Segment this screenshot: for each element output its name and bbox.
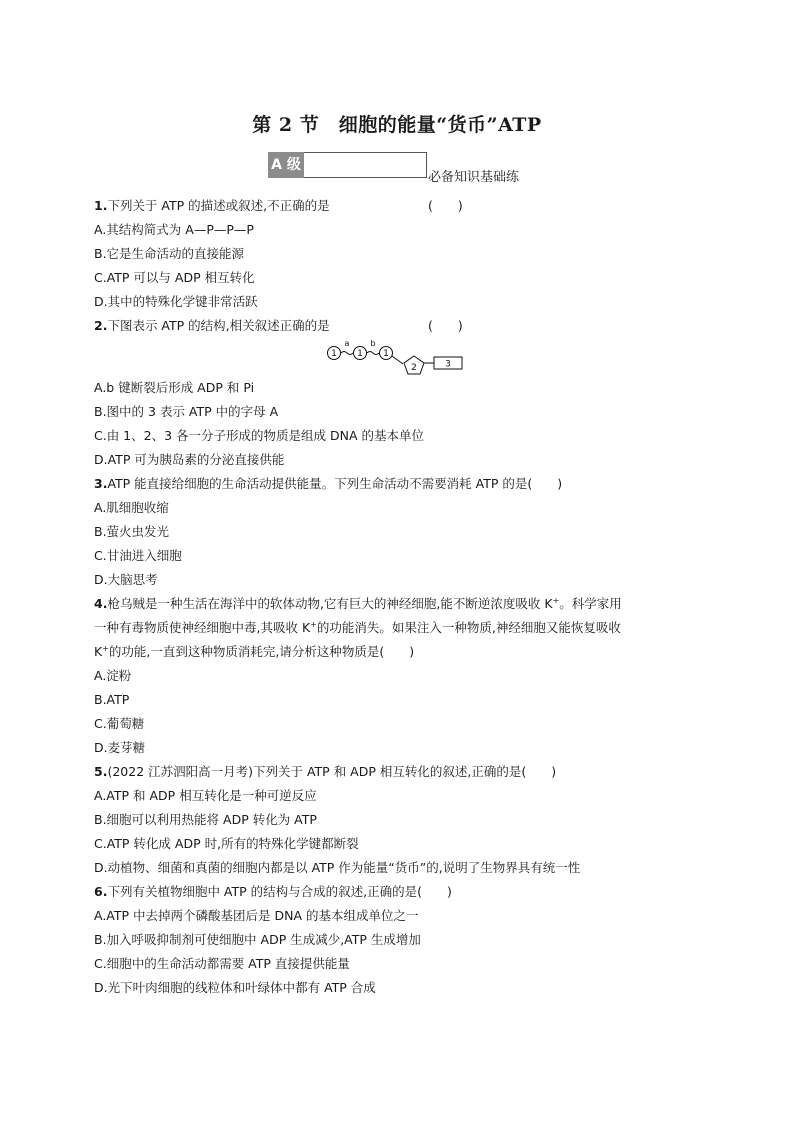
bond-b-line	[367, 352, 379, 355]
bond-b-label: b	[370, 339, 376, 348]
option: D.光下叶肉细胞的线粒体和叶绿体中都有 ATP 合成	[94, 980, 376, 995]
level-box	[304, 152, 427, 178]
question-number: 2.	[94, 318, 108, 333]
option: B.ATP	[94, 692, 130, 707]
superscript: +	[102, 643, 109, 653]
option: D.其中的特殊化学键非常活跃	[94, 294, 258, 309]
option: B.细胞可以利用热能将 ADP 转化为 ATP	[94, 812, 317, 827]
level-badge: A 级	[268, 152, 304, 178]
option: C.甘油进入细胞	[94, 548, 182, 563]
option: B.萤火虫发光	[94, 524, 170, 539]
option: C.ATP 可以与 ADP 相互转化	[94, 270, 255, 285]
option: A.其结构简式为 A—P—P—P	[94, 222, 254, 237]
option: A.淀粉	[94, 668, 132, 683]
option: D.ATP 可为胰岛素的分泌直接供能	[94, 452, 285, 467]
question-6-stem	[94, 880, 694, 904]
option: A.b 键断裂后形成 ADP 和 Pi	[94, 380, 255, 395]
question-number: 4.	[94, 596, 108, 611]
option: B.图中的 3 表示 ATP 中的字母 A	[94, 404, 279, 419]
level-header	[268, 152, 568, 185]
question-text: 枪乌贼是一种生活在海洋中的软体动物,它有巨大的神经细胞,能不断逆浓度吸收 K	[107, 596, 553, 611]
bond-a-line	[341, 352, 353, 355]
question-4-line-3	[94, 640, 694, 664]
question-list	[94, 194, 694, 1000]
phosphate-label-3: 1	[383, 349, 389, 360]
question-text: 的功能消失。如果注入一种物质,神经细胞又能恢复吸收	[316, 620, 621, 635]
question-number: 1.	[94, 198, 108, 213]
question-4-line-1	[94, 592, 694, 616]
question-text: 一种有毒物质使神经细胞中毒,其吸收 K	[94, 620, 311, 635]
question-text: 的功能,一直到这种物质消耗完,请分析这种物质是( )	[108, 644, 415, 659]
link-line	[392, 356, 403, 364]
option: D.大脑思考	[94, 572, 158, 587]
question-3-stem	[94, 472, 694, 496]
question-number: 6.	[94, 884, 108, 899]
option: C.细胞中的生命活动都需要 ATP 直接提供能量	[94, 956, 350, 971]
question-number: 5.	[94, 764, 108, 779]
question-text: ATP 能直接给细胞的生命活动提供能量。下列生命活动不需要消耗 ATP 的是( )	[107, 476, 563, 491]
question-number: 3.	[94, 476, 108, 491]
atp-structure-diagram	[94, 338, 694, 374]
phosphate-label-2: 1	[357, 349, 363, 360]
question-text: (2022 江苏泗阳高一月考)下列关于 ATP 和 ADP 相互转化的叙述,正确的是( )	[107, 764, 557, 779]
phosphate-label-1: 1	[331, 349, 337, 360]
option: C.由 1、2、3 各一分子形成的物质是组成 DNA 的基本单位	[94, 428, 424, 443]
option: A.ATP 中去掉两个磷酸基团后是 DNA 的基本组成单位之一	[94, 908, 419, 923]
answer-paren: ( )	[428, 198, 463, 213]
bond-a-label: a	[344, 339, 350, 348]
superscript: +	[552, 595, 560, 605]
question-text: 。科学家用	[559, 596, 622, 611]
level-label: 必备知识基础练	[428, 170, 520, 185]
option: A.ATP 和 ADP 相互转化是一种可逆反应	[94, 788, 317, 803]
option: B.它是生命活动的直接能源	[94, 246, 245, 261]
question-5-stem	[94, 760, 694, 784]
option: C.葡萄糖	[94, 716, 145, 731]
question-2-stem	[94, 314, 694, 338]
option: D.动植物、细菌和真菌的细胞内都是以 ATP 作为能量“货币”的,说明了生物界具有统一性	[94, 860, 581, 875]
question-text: 下图表示 ATP 的结构,相关叙述正确的是	[107, 318, 330, 333]
superscript: +	[310, 619, 317, 629]
question-text: 下列有关植物细胞中 ATP 的结构与合成的叙述,正确的是( )	[107, 884, 452, 899]
question-1-stem	[94, 194, 694, 218]
base-label: 3	[445, 359, 451, 370]
question-4-line-2	[94, 616, 694, 640]
section-title: 第 2 节 细胞的能量“货币”ATP	[252, 114, 542, 136]
option: B.加入呼吸抑制剂可使细胞中 ADP 生成减少,ATP 生成增加	[94, 932, 421, 947]
pentose-label: 2	[411, 363, 417, 373]
option: D.麦芽糖	[94, 740, 146, 755]
atp-diagram-svg	[94, 338, 694, 378]
option: C.ATP 转化成 ADP 时,所有的特殊化学键都断裂	[94, 836, 359, 851]
answer-paren: ( )	[428, 318, 463, 333]
question-text: K	[94, 644, 103, 659]
option: A.肌细胞收缩	[94, 500, 169, 515]
question-text: 下列关于 ATP 的描述或叙述,不正确的是	[107, 198, 330, 213]
